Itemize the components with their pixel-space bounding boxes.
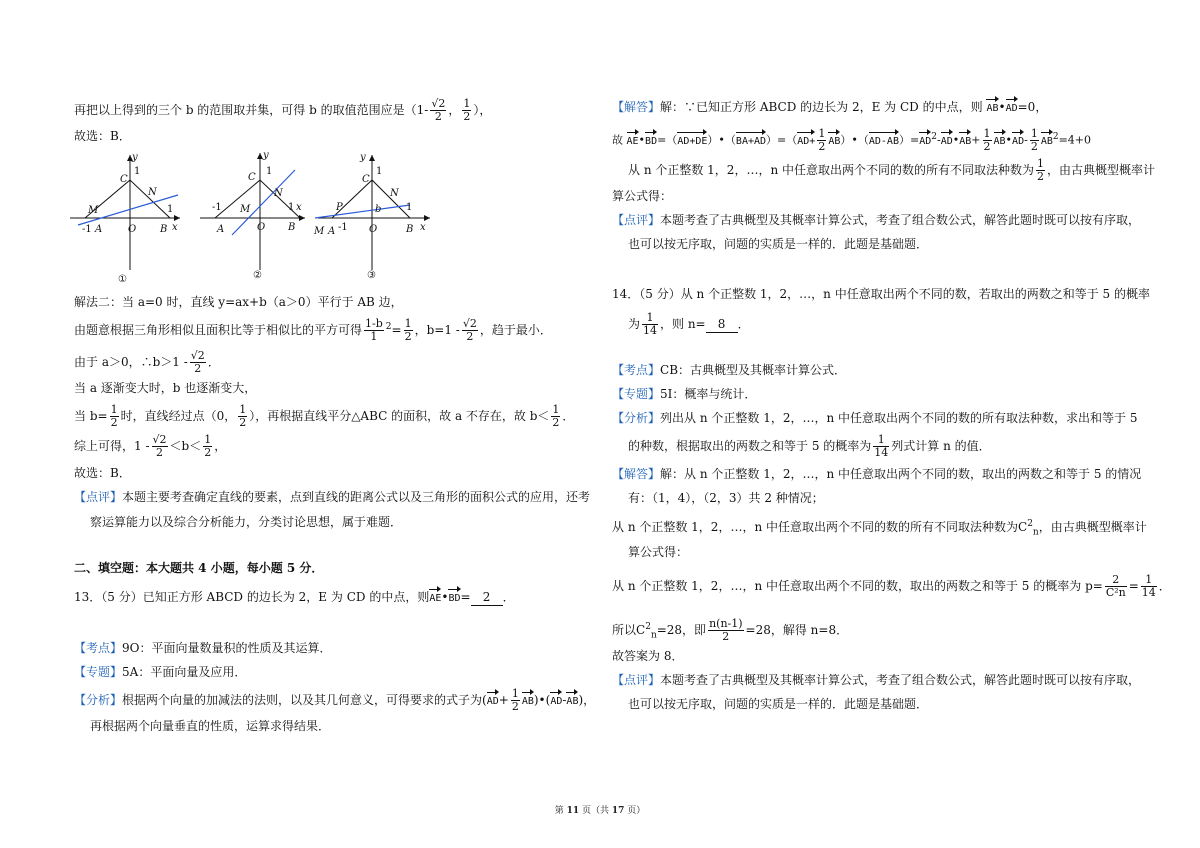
svg-text:1: 1 xyxy=(288,202,295,213)
left-zhuanti: 【专题】5A：平面向量及应用． xyxy=(74,665,247,679)
svg-text:x: x xyxy=(172,222,178,233)
left-line-2: 故选：B． xyxy=(74,129,131,143)
svg-text:O: O xyxy=(257,222,266,233)
svg-text:1: 1 xyxy=(406,202,413,213)
page-footer: 第 11 页（共 17 页） xyxy=(554,806,646,816)
svg-text:③: ③ xyxy=(367,270,376,281)
svg-text:B: B xyxy=(288,222,296,233)
left-fenxi-cont: 再根据两个向量垂直的性质，运算求得结果． xyxy=(90,719,331,733)
svg-text:B: B xyxy=(160,224,168,235)
svg-text:②: ② xyxy=(253,270,262,281)
left-comment-cont: 察运算能力以及综合分析能力，分类讨论思想，属于难题． xyxy=(90,515,403,529)
right-jieda-3: 从 n 个正整数 1，2，…，n 中任意取出两个不同的数的所有不同取法种数为 $\frac{1}{2}$ ，由古典概型概率计 xyxy=(628,157,1156,183)
svg-text:M: M xyxy=(314,226,325,237)
left-line-8: 综上可得，1 - $\frac{√2}{2}$ ＜b＜ $\frac{1}{2}$ ， xyxy=(74,433,227,459)
figure-1 xyxy=(70,152,180,285)
right-dianping-13-cont: 也可以按无序取，问题的实质是一样的．此题是基础题． xyxy=(628,237,929,251)
triangle-figures xyxy=(70,150,450,290)
question-13: 13．（5 分）已知正方形 ABCD 的边长为 2，E 为 CD 的中点，则AE•BD= 2 ． xyxy=(74,588,515,607)
svg-text:1: 1 xyxy=(167,204,174,215)
answer-blank-14: 8 xyxy=(706,316,738,333)
svg-text:A: A xyxy=(95,224,103,235)
svg-text:O: O xyxy=(128,224,137,235)
figure-3 xyxy=(313,152,430,281)
svg-text:1: 1 xyxy=(266,166,273,177)
right-dianping-14-cont: 也可以按无序取，问题的实质是一样的．此题是基础题． xyxy=(628,697,929,711)
svg-text:x: x xyxy=(296,202,302,213)
right-dianping-14: 【点评】本题考查了古典概型及其概率计算公式，考查了组合数公式，解答此题时既可以按有序取， xyxy=(612,673,1141,687)
svg-text:P: P xyxy=(336,202,343,213)
svg-text:M: M xyxy=(240,204,251,215)
left-line-7: 当 b= $\frac{1}{2}$ 时，直线经过点（0， $\frac{1}{2}$ ），再根据直线平分△ABC 的面积，故 a 不存在，故 b＜ $\frac{1}{2}$ ． xyxy=(74,403,575,429)
svg-text:-1: -1 xyxy=(212,202,222,213)
svg-text:N: N xyxy=(274,188,283,199)
svg-text:N: N xyxy=(148,187,157,198)
left-line-6: 当 a 逐渐变大时，b 也逐渐变大， xyxy=(74,381,257,395)
right-kaodian: 【考点】CB：古典概型及其概率计算公式． xyxy=(612,363,847,377)
svg-text:B: B xyxy=(406,224,414,235)
svg-text:O: O xyxy=(369,224,378,235)
left-kaodian: 【考点】9O：平面向量数量积的性质及其运算． xyxy=(74,641,332,655)
right-dianping-13: 【点评】本题考查了古典概型及其概率计算公式，考查了组合数公式，解答此题时既可以按有序取， xyxy=(612,213,1141,227)
svg-text:y: y xyxy=(263,150,269,161)
right-jieda-14-cont: 有：（1，4），（2，3）共 2 种情况； xyxy=(628,491,824,505)
right-fenxi: 【分析】列出从 n 个正整数 1，2，…，n 中任意取出两个不同的数的所有取法种数，求出和等于 5 xyxy=(612,411,1138,425)
left-line-1: 再把以上得到的三个 b 的范围取并集，可得 b 的取值范围应是（1- $\frac{√2}{2}$ ， $\frac{1}{2}$ ）， xyxy=(74,97,492,123)
answer-blank-13: 2 xyxy=(471,589,503,606)
svg-text:C: C xyxy=(362,174,370,185)
left-line-5: 由于 a＞0，∴b＞1 - $\frac{√2}{2}$ ． xyxy=(74,349,220,375)
svg-text:-1: -1 xyxy=(82,224,92,235)
svg-text:A: A xyxy=(217,224,225,235)
svg-text:1: 1 xyxy=(134,166,141,177)
svg-text:y: y xyxy=(132,152,138,163)
right-jieda-14-line3: 从 n 个正整数 1，2，…，n 中任意取出两个不同的数的所有不同取法种数为$C^2_n$，由古典概型概率计 xyxy=(612,519,1147,538)
svg-text:-1: -1 xyxy=(338,222,348,233)
right-jieda-14-line5: 从 n 个正整数 1，2，…，n 中任意取出两个不同的数，取出的两数之和等于 5 的概率为 p= $\frac{2}{\text{C²n}}$ = $\frac{1}{14}$ ． xyxy=(612,573,1171,599)
right-jieda-2: 故 AE•BD=（AD+DE）•（BA+AD）=（AD+ $\frac{1}{2}$ $AB)•(AD-AB)=AD^2-AD•AB+$ $\frac{1}{2}$ AB•AD- $\frac{1}{2}$ $AB^2=4+0$ xyxy=(612,127,1092,153)
right-answer-14: 故答案为 8． xyxy=(612,649,684,663)
svg-text:N: N xyxy=(390,188,399,199)
right-zhuanti: 【专题】5I：概率与统计． xyxy=(612,387,757,401)
svg-text:y: y xyxy=(360,152,366,163)
svg-text:x: x xyxy=(420,222,426,233)
right-jieda-14: 【解答】解：从 n 个正整数 1，2，…，n 中任意取出两个不同的数，取出的两数之和等于 5 的情况 xyxy=(612,467,1142,481)
right-jieda-14-line6: 所以$C^2_n=28$，即 $\frac{n(n-1)}{2}$ =28，解得 n=8． xyxy=(612,617,849,643)
svg-text:1: 1 xyxy=(376,166,383,177)
figure-2 xyxy=(200,150,305,281)
left-line-9: 故选：B． xyxy=(74,466,131,480)
svg-text:C: C xyxy=(248,172,256,183)
svg-text:b: b xyxy=(375,204,382,215)
section-heading-fill-in: 二、填空题：本大题共 4 小题，每小题 5 分． xyxy=(74,561,324,575)
svg-text:A: A xyxy=(328,226,336,237)
left-line-4: 由题意根据三角形相似且面积比等于相似比的平方可得 $\frac{1-b}{1}$ $^2$= $\frac{1}{2}$ ，b=1 - $\frac{√2}{2}$ ，趋于最小． xyxy=(74,317,552,343)
right-fenxi-cont: 的种数，根据取出的两数之和等于 5 的概率为 $\frac{1}{14}$ 列式计算 n 的值． xyxy=(628,433,991,459)
left-fenxi: 【分析】根据两个向量的加减法的法则，以及其几何意义，可得要求的式子为(AD+ $\frac{1}{2}$ AB)•(AD-AB)， xyxy=(74,687,596,713)
left-line-3: 解法二：当 a=0 时，直线 y=ax+b（a＞0）平行于 AB 边， xyxy=(74,295,403,309)
question-14: 14．（5 分）从 n 个正整数 1，2，…，n 中任意取出两个不同的数，若取出的两数之和等于 5 的概率 xyxy=(612,287,1150,301)
left-comment: 【点评】本题主要考查确定直线的要素，点到直线的距离公式以及三角形的面积公式的应用，还考 xyxy=(74,490,591,504)
svg-text:C: C xyxy=(120,174,128,185)
right-jieda-1: 【解答】解：∵已知正方形 ABCD 的边长为 2，E 为 CD 的中点，则 AB•AD=0， xyxy=(612,98,1047,117)
question-14-cont: 为 $\frac{1}{14}$ ，则 n= 8 ． xyxy=(628,311,750,337)
svg-text:M: M xyxy=(88,205,99,216)
right-answer-13: 算公式得： xyxy=(612,189,673,203)
svg-text:①: ① xyxy=(118,274,127,285)
right-jieda-14-line4: 算公式得： xyxy=(628,545,689,559)
